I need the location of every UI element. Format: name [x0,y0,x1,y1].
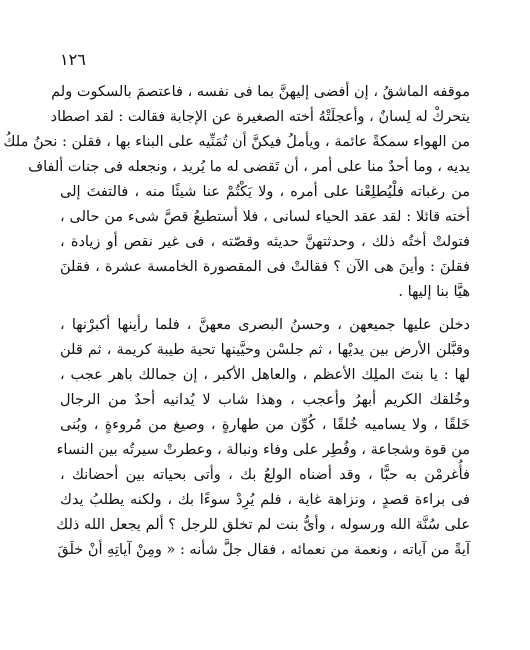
page-number: ١٢٦ [60,50,86,69]
text-line: وخُلقك الكريم أبهرُ وأعجب ، وهذا شاب لا يُدانيه أحدٌ من الرجال [60,392,470,408]
text-line: لها : يا بنتَ الملِك الأعظم ، والعاهل الأكبر ، إن جمالك باهر عجب ، [60,367,470,383]
text-line: فتولتْ أختُه ذلك ، وحدثتهنَّ حديثه وقصّته ، فى غير نقص أو زيادة ، [60,234,470,250]
text-line: فأُغرمْن به حبًّا ، وقد أضناه الولعُ بك ، وأتى بحياته بين أحضانك ، [60,467,470,483]
text-line: موقفه الماشقُ ، إن أفضى إليهنَّ بما فى نفسه ، فاعتصمَ بالسكوت ولم [51,84,470,100]
text-line: خَلقًا ، ولا يساميه خُلقًا ، كُوِّن من طهارةٍ ، وصيغ من مُروءةٍ ، وبُنى [60,417,470,433]
text-line: من قوة وشجاعة ، وفُطِر على وفاء ونبالة ، وعطرتْ سيرتُه بين النساء [56,442,470,458]
text-line: يتحركْ له لِسانٌ ، وأعجلَتْهُ أخته الصغيرة عن الإجابة فقالت : لقد اصطاد [50,109,470,125]
paragraph-gap [60,305,470,313]
text-line: فقلنَ : وأينَ هى الآن ؟ فقالتْ فى المقصورة الخامسة عشرة ، فقلنَ [60,259,470,275]
text-line: يديه ، وما أحدٌ منا على أمر ، أن تَقضى له ما يُريد ، ونجعله فى جنات ألفاف [28,159,470,175]
text-line: أخته قائلا : لقد عقد الحياء لسانى ، فلا أستطيعُ قصَّ شىء من حالى ، [60,209,470,225]
paragraph [3,80,470,305]
text-line: من رغباته فلْيُطلِعْنا على أمره ، ولا يَكْتُمْ عنا شيئًا منه ، فالتفتَ إلى [60,184,470,200]
text-line: وقبَّلن الأرض بين يديْها ، ثم جلسْن وحيَّينها تحية طيبة كريمة ، ثم قلن [60,342,470,358]
paragraph [56,313,470,563]
text-line: فى براءة قصدٍ ، ونزاهة غاية ، فلم يُرِدْ سوءًا بك ، ولكنه يطلبُ يدك [60,492,470,508]
text-line: دخلن عليها جميعهن ، وحسنُ البصرى معهنَّ ، فلما رأينها أكبرْنها ، [60,317,470,333]
book-text [3,80,470,563]
text-line: آيةً من آياته ، ونعمة من نعمائه ، فقال جلَّ شأنه : « ومِنْ آياتِهِ أنْ خلَقَ [57,542,470,558]
text-line: هيَّا بنا إليها . [398,284,470,300]
text-line: على سُنَّة الله ورسوله ، وأىُّ بنت لم تخلق للرجل ؟ ألم يجعل الله ذلك [56,517,470,533]
text-line: من الهواء سمكةً عائمة ، ويأملُ فيكنَّ أن تُمَنِّيه على البناء بها ، فقلن : نحنُ ملكُ [3,134,470,150]
